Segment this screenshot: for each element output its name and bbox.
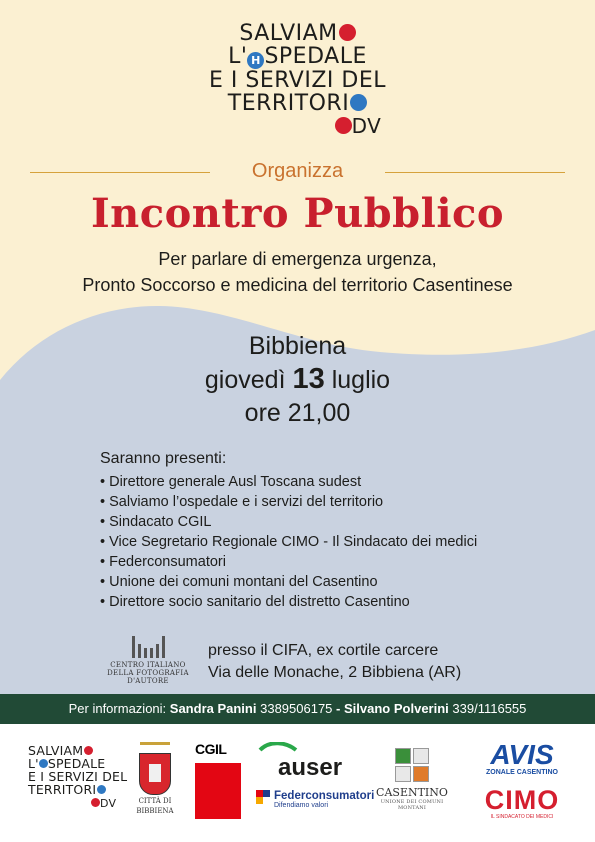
red-o-icon [339, 24, 356, 41]
venue-line-1: presso il CIFA, ex cortile carcere [208, 642, 439, 659]
red-o-icon [91, 798, 100, 807]
hospital-h-icon [39, 759, 48, 768]
organizza-label: Organizza [251, 160, 344, 182]
list-item: • Federconsumatori [100, 552, 477, 572]
logo-line-3: E I SERVIZI DEL [208, 68, 386, 93]
crown-icon [140, 742, 170, 752]
contact-name-2: Silvano Polverini [344, 701, 449, 716]
footer-avis-logo: AVIS ZONALE CASENTINO [486, 739, 558, 776]
logo-line-4: TERRITORI [0, 92, 595, 115]
footer-auser-logo: auser [258, 742, 342, 782]
contact-phone-1: 3389506175 [260, 701, 333, 716]
page-title: Incontro Pubblico [90, 190, 505, 237]
footer-cimo-logo: CIMO IL SINDACATO DEI MEDICI [484, 785, 560, 820]
contact-name-1: Sandra Panini [169, 701, 257, 716]
footer-federconsumatori-logo: Federconsumatori Difendiamo valori [256, 790, 374, 809]
auser-swoosh-icon [258, 742, 298, 766]
subtitle-line-1: Per parlare di emergenza urgenza, [158, 249, 437, 269]
event-day: 13 [292, 363, 325, 395]
footer-cgil-logo: CGIL [195, 741, 245, 819]
event-details [0, 330, 595, 430]
info-bar: Per informazioni: Sandra Panini 3389506175 - Silvano Polverini 339/1116555 [0, 694, 595, 724]
logo-line-1: SALVIAM [0, 22, 595, 45]
federconsumatori-mark-icon [256, 790, 270, 804]
logo-odv: DV [0, 115, 595, 138]
casentino-emblem-icon [372, 748, 452, 764]
logo-line-2: L' H SPEDALE [228, 44, 367, 69]
organizza-row [30, 160, 565, 184]
subtitle-line-2: Pronto Soccorso e medicina del territorio Casentinese [82, 275, 513, 295]
hospital-h-icon: H [247, 52, 264, 69]
list-item: • Salviamo l’ospedale e i servizi del territorio [100, 492, 477, 512]
footer-casentino-logo: CASENTINO UNIONE DEI COMUNI MONTANI [372, 748, 452, 811]
footer-bibbiena-logo: CITTÀ DI BIBBIENA [132, 742, 178, 815]
cifa-logo: CENTRO ITALIANO DELLA FOTOGRAFIA D'AUTORE [96, 636, 200, 685]
cifa-bars-icon [96, 636, 200, 658]
venue-line-2: Via delle Monache, 2 Bibbiena (AR) [208, 664, 462, 681]
contact-phone-2: 339/1116555 [452, 701, 527, 716]
presenti-list [100, 472, 477, 612]
list-item: • Vice Segretario Regionale CIMO - Il Sindacato dei medici [100, 532, 477, 552]
red-o-icon [335, 117, 352, 134]
footer-salviamo-logo: SALVIAM L' SPEDALE E I SERVIZI DEL TERRITORI DV [28, 743, 128, 810]
event-date: giovedì 13 luglio [204, 363, 391, 395]
event-place: Bibbiena [248, 332, 347, 360]
crest-icon [139, 753, 171, 795]
red-o-icon [84, 746, 93, 755]
list-item: • Sindacato CGIL [100, 512, 477, 532]
list-item: • Unione dei comuni montani del Casentino [100, 572, 477, 592]
list-item: • Direttore socio sanitario del distretto Casentino [100, 592, 477, 612]
top-logo [0, 22, 595, 138]
event-time: ore 21,00 [244, 399, 351, 427]
presenti-title: Saranno presenti: [100, 450, 227, 467]
list-item: • Direttore generale Ausl Toscana sudest [100, 472, 477, 492]
landscape-o-icon [350, 94, 367, 111]
venue-address [208, 640, 461, 684]
subtitle [0, 246, 595, 298]
landscape-o-icon [97, 785, 106, 794]
cgil-red-square-icon [195, 763, 241, 819]
